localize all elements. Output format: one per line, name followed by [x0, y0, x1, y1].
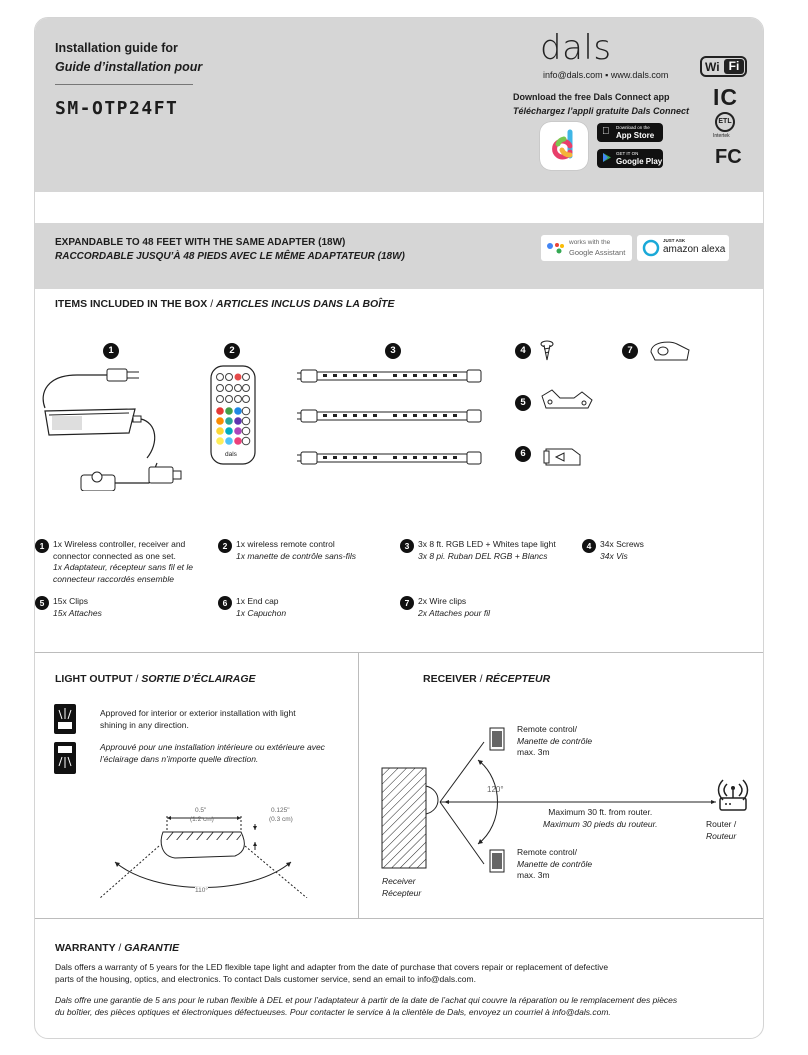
intertek-label: Intertek — [713, 133, 730, 139]
max-distance-fr: Maximum 30 pieds du routeur. — [543, 818, 658, 829]
guide-page — [34, 17, 764, 1039]
desc-en-7: 2x Wire clips — [418, 596, 467, 606]
screw-illustration — [540, 340, 554, 362]
warranty-section-title — [55, 942, 179, 954]
item-number-5: 5 — [515, 395, 531, 411]
controller-illustration — [37, 363, 197, 491]
etl-certification-logo: ETL — [715, 112, 735, 132]
google-play-button[interactable] — [597, 149, 663, 168]
title-divider — [55, 84, 193, 85]
warranty-text-fr: Dals offre une garantie de 5 ans pour le ruban flexible à DEL et pour l’adaptateur à partir de la date de l’achat qui couvre la réparation ou le remplacement des pièces du boîtier, des pièces optiques et électroniques défectueuses. Pour contacter le service à la clientèle de Dals, envoyez un courriel à info@dals.com. — [55, 995, 678, 1017]
light-section-title — [55, 673, 256, 685]
desc-num-7: 7 — [400, 596, 414, 610]
apple-icon — [602, 126, 610, 137]
download-text-en: Download the free Dals Connect app — [513, 92, 670, 102]
desc-fr-5: 15x Attaches — [53, 607, 102, 618]
item-desc-2 — [218, 539, 398, 569]
item-number-4: 4 — [515, 343, 531, 359]
warranty-title-sep: / — [118, 942, 122, 954]
section-divider-bottom — [35, 918, 764, 919]
remote-bottom-label — [517, 847, 592, 882]
width-in: 0.5" — [195, 807, 207, 814]
tape-light-illustration — [297, 366, 487, 476]
desc-en-6: 1x End cap — [236, 596, 279, 606]
item-number-7: 7 — [622, 343, 638, 359]
receiver-en: Receiver — [382, 876, 416, 886]
item-number-6: 6 — [515, 446, 531, 462]
remote-top-en: Remote control/ — [517, 724, 577, 734]
router-sep: / — [733, 819, 737, 829]
remote-bottom-range: max. 3m — [517, 870, 550, 880]
clip-illustration — [540, 386, 594, 420]
router-en: Router — [706, 819, 732, 829]
contact-info[interactable]: info@dals.com ▪ www.dals.com — [543, 70, 669, 80]
play-icon — [602, 152, 612, 163]
item-desc-3 — [400, 539, 580, 569]
section-divider-vertical — [358, 652, 359, 918]
warranty-title-fr: GARANTIE — [124, 942, 180, 954]
dals-connect-app-icon[interactable] — [540, 122, 588, 170]
dals-logo: dals — [540, 28, 612, 68]
receiver-title-en: RECEIVER — [423, 673, 477, 685]
google-assistant-badge — [541, 235, 632, 261]
height-cm: (0.3 cm) — [269, 816, 293, 823]
wire-clip-illustration — [647, 338, 693, 366]
warranty-title-en: WARRANTY — [55, 942, 116, 954]
desc-fr-1: 1x Adaptateur, récepteur sans fil et le connecteur raccordés ensemble — [53, 562, 194, 584]
desc-en-5: 15x Clips — [53, 596, 88, 606]
item-number-1: 1 — [103, 343, 119, 359]
receiver-title-sep: / — [479, 673, 483, 685]
wifi-certification-logo — [700, 56, 747, 77]
box-title-fr: ARTICLES INCLUS DANS LA BOÎTE — [216, 298, 395, 310]
item-number-2: 2 — [224, 343, 240, 359]
alexa-label: amazon alexa — [663, 244, 726, 255]
end-cap-illustration — [542, 443, 584, 473]
desc-num-6: 6 — [218, 596, 232, 610]
item-desc-7 — [400, 596, 580, 626]
remote-top-fr: Manette de contrôle — [517, 735, 593, 746]
desc-fr-6: 1x Capuchon — [236, 607, 287, 618]
app-store-small: Download on the — [616, 125, 650, 130]
box-title-en: ITEMS INCLUDED IN THE BOX — [55, 298, 208, 310]
desc-en-3: 3x 8 ft. RGB LED + Whites tape light — [418, 539, 556, 549]
desc-fr-2: 1x manette de contrôle sans-fils — [236, 550, 357, 561]
remote-top-range: max. 3m — [517, 747, 550, 757]
item-desc-6 — [218, 596, 398, 626]
google-assistant-icon — [546, 241, 566, 255]
remote-bottom-en: Remote control/ — [517, 847, 577, 857]
guide-title-fr: Guide d’installation pour — [55, 60, 203, 74]
expandable-text-en: EXPANDABLE TO 48 FEET WITH THE SAME ADAPTER (18W) — [55, 237, 346, 248]
remote-brand: dals — [225, 451, 237, 458]
ic-certification-logo: IC — [713, 84, 738, 110]
app-store-button[interactable] — [597, 123, 663, 142]
receiver-label — [382, 876, 421, 899]
alexa-icon — [642, 239, 660, 257]
light-title-sep: / — [135, 673, 139, 685]
light-angle-diagram — [95, 802, 335, 898]
wifi-f: Fi — [724, 59, 744, 74]
item-desc-4 — [582, 539, 752, 569]
desc-num-5: 5 — [35, 596, 49, 610]
expandable-text-fr: RACCORDABLE JUSQU’À 48 PIEDS AVEC LE MÊME ADAPTATEUR (18W) — [55, 251, 405, 262]
desc-num-4: 4 — [582, 539, 596, 553]
desc-num-2: 2 — [218, 539, 232, 553]
max-distance-label — [543, 807, 658, 830]
receiver-fr: Récepteur — [382, 887, 422, 898]
light-direction-icons — [54, 704, 76, 774]
receiver-section-title — [423, 673, 550, 685]
google-play-label: Google Play — [616, 157, 663, 166]
light-title-fr: SORTIE D’ÉCLAIRAGE — [141, 673, 256, 685]
approved-text-fr: Approuvé pour une installation intérieure ou extérieure avec l’éclairage dans n’importe quelle direction. — [100, 742, 325, 764]
desc-num-1: 1 — [35, 539, 49, 553]
router-label — [706, 819, 763, 842]
height-in: 0.125" — [271, 807, 290, 814]
light-angle: 110° — [195, 887, 208, 894]
download-text-fr: Téléchargez l’appli gratuite Dals Connect — [513, 106, 690, 116]
model-number: SM-OTP24FT — [55, 98, 179, 119]
item-desc-1 — [35, 539, 215, 589]
remote-bottom-fr: Manette de contrôle — [517, 858, 593, 869]
guide-title-en: Installation guide for — [55, 41, 178, 55]
item-desc-5 — [35, 596, 215, 626]
remote-top-label — [517, 724, 592, 759]
width-cm: (1.2 cm) — [190, 816, 214, 823]
google-play-small: GET IT ON — [616, 151, 639, 156]
desc-fr-3: 3x 8 pi. Ruban DEL RGB + Blancs — [418, 550, 548, 561]
desc-fr-4: 34x Vis — [600, 550, 628, 561]
receiver-angle: 120° — [487, 785, 504, 794]
light-title-en: LIGHT OUTPUT — [55, 673, 133, 685]
desc-num-3: 3 — [400, 539, 414, 553]
google-label: Google Assistant — [569, 248, 626, 257]
box-title-sep: / — [210, 298, 214, 310]
warranty-text-en: Dals offers a warranty of 5 years for the LED flexible tape light and adapter from the date of purchase that covers repair or replacement of defective parts of the housing, optics, and electronics. To contact Dals customer service, send an email to info@dals.com. — [55, 962, 609, 984]
approved-text-en: Approved for interior or exterior installation with light shining in any direction. — [100, 708, 296, 730]
app-store-label: App Store — [616, 131, 655, 140]
desc-en-1: 1x Wireless controller, receiver and connector connected as one set. — [53, 539, 186, 561]
google-small: works with the — [569, 239, 611, 246]
item-number-3: 3 — [385, 343, 401, 359]
desc-fr-7: 2x Attaches pour fil — [418, 607, 490, 618]
router-fr: Routeur — [706, 830, 737, 841]
receiver-title-fr: RÉCEPTEUR — [485, 673, 551, 685]
alexa-small: JUST ASK — [663, 238, 686, 243]
fcc-certification-logo: FC — [715, 146, 742, 168]
max-distance-en: Maximum 30 ft. from router. — [548, 807, 653, 817]
app-d-icon — [540, 122, 588, 170]
amazon-alexa-badge — [637, 235, 729, 261]
desc-en-2: 1x wireless remote control — [236, 539, 335, 549]
wifi-w: Wi — [705, 60, 720, 74]
section-divider-top — [35, 652, 764, 653]
desc-en-4: 34x Screws — [600, 539, 644, 549]
box-section-title — [55, 298, 395, 310]
